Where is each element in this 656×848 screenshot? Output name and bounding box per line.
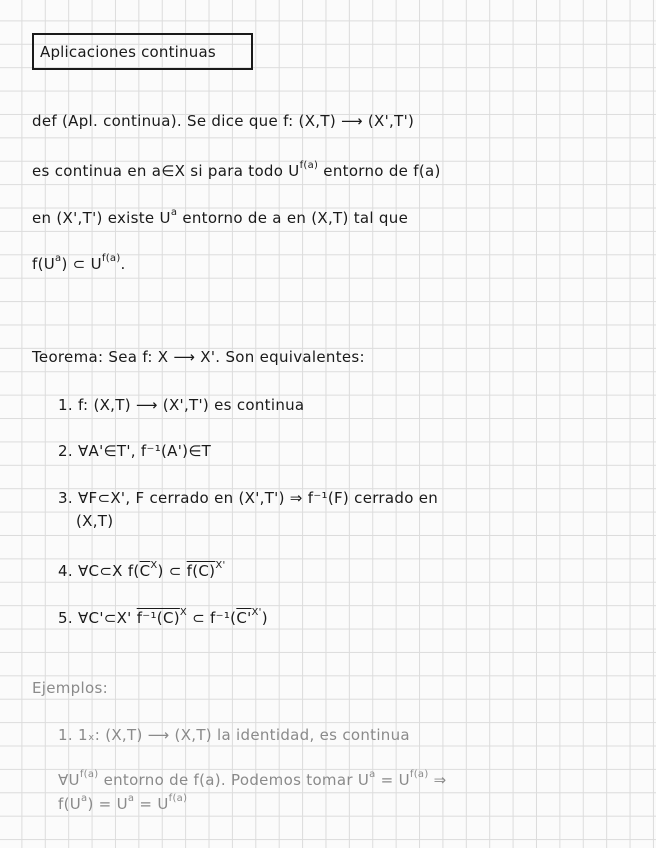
- theorem-item-2: 2. ∀A'∈T', f⁻¹(A')∈T: [58, 442, 212, 460]
- example-line-3: $f(U^a) = U^a = U^{f(a)}$: [58, 793, 188, 813]
- definition-line-2: es continua en a∈X si para todo $U^{f(a)}$ entorno de f(a): [32, 160, 441, 180]
- theorem-header: Teorema: Sea f: X ⟶ X'. Son equivalentes:: [32, 348, 365, 366]
- definition-line-3: en (X',T') existe $U^a$ entorno de a en (X,T) tal que: [32, 207, 409, 227]
- theorem-item-1: 1. f: (X,T) ⟶ (X',T') es continua: [58, 396, 305, 414]
- theorem-item-3-continued: (X,T): [76, 512, 114, 530]
- theorem-item-5: 5. ∀C'⊂X' $f^{-1}(C)^X$ ⊂ $f^{-1}(C'^{X'})$: [58, 607, 268, 627]
- definition-line-4: $f(U^a)$ ⊂ $U^{f(a)}$.: [32, 253, 126, 273]
- page-title: Aplicaciones continuas: [40, 43, 216, 61]
- definition-line-1: def (Apl. continua). Se dice que f: (X,T) ⟶ (X',T'): [32, 112, 415, 130]
- theorem-item-4: 4. ∀C⊂X $f(\overline{C}^X)$ ⊂ $f(C)^{X'}$: [58, 560, 226, 580]
- theorem-item-3: 3. ∀F⊂X', F cerrado en (X',T') ⇒ f⁻¹(F) cerrado en: [58, 489, 439, 507]
- examples-header: Ejemplos:: [32, 679, 108, 697]
- example-line-2: $\forall U^{f(a)}$ entorno de f(a). Podemos tomar $U^a = U^{f(a)}$ ⇒: [58, 769, 447, 789]
- example-item-1: 1. 1ₓ: (X,T) ⟶ (X,T) la identidad, es continua: [58, 726, 410, 744]
- title-box: [32, 33, 253, 70]
